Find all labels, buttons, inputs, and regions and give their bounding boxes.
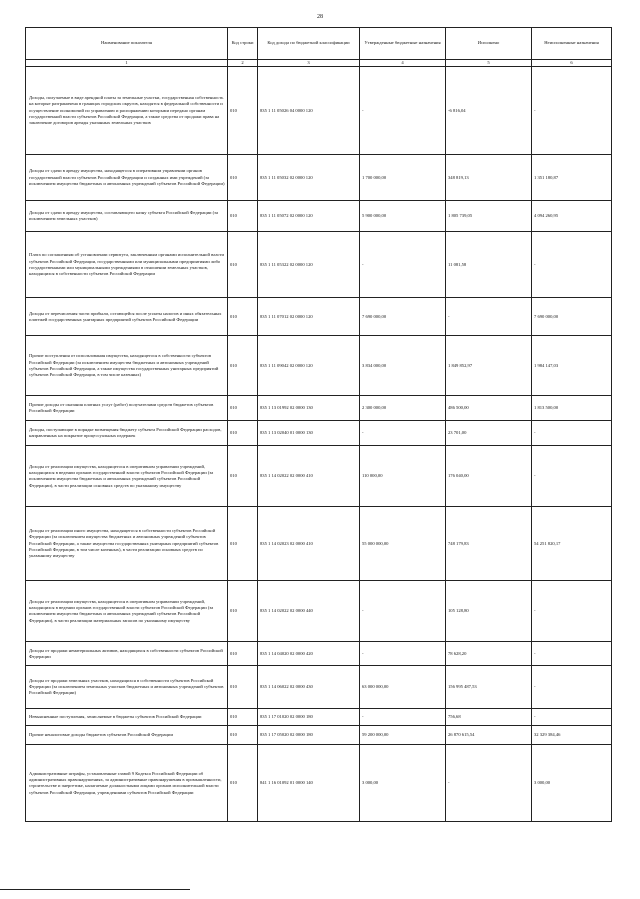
table-row xyxy=(26,581,612,642)
executed-value: 748 179,83 xyxy=(446,507,532,581)
approved-value: 1 700 000,00 xyxy=(360,155,446,201)
indicator-name: Прочие неналоговые доходы бюджетов субъектов Российской Федерации xyxy=(26,726,228,745)
indicator-name: Доходы от реализации имущества, находящегося в оперативном управлении учреждений, находящихся в ведении органов государственной власти субъектов Российской Федерации (за исключением имущества бюджетных и автономных учреждений субъектов Российской Федерации), в части реализации материальных запасов по указанному имуществу xyxy=(26,581,228,642)
approved-value: 3 834 000,00 xyxy=(360,336,446,396)
header-approved: Утвержденные бюджетные назначения xyxy=(360,28,446,60)
approved-value: - xyxy=(360,67,446,155)
table-row xyxy=(26,201,612,232)
executed-value: 176 040,00 xyxy=(446,446,532,507)
budget-code: 835 1 11 05322 02 0000 120 xyxy=(258,232,360,298)
table-row xyxy=(26,666,612,709)
table-row xyxy=(26,232,612,298)
approved-value: 59 200 000,00 xyxy=(360,726,446,745)
header-name: Наименование показателя xyxy=(26,28,228,60)
header-row xyxy=(26,28,612,60)
executed-value: 23 701,00 xyxy=(446,421,532,446)
approved-value: - xyxy=(360,709,446,726)
indicator-name: Доходы от сдачи в аренду имущества, составляющего казну субъекта Российской Федерации (за исключением земельных участков) xyxy=(26,201,228,232)
executed-value: - xyxy=(446,298,532,336)
column-number: 5 xyxy=(446,60,532,67)
budget-code: 835 1 17 05020 02 0000 180 xyxy=(258,726,360,745)
indicator-name: Прочие доходы от оказания платных услуг (работ) получателями средств бюджетов субъектов Российской Федерации xyxy=(26,396,228,421)
unexecuted-value: - xyxy=(532,709,612,726)
table-row xyxy=(26,507,612,581)
unexecuted-value: - xyxy=(532,581,612,642)
budget-code: 835 1 13 01992 02 0000 130 xyxy=(258,396,360,421)
unexecuted-value: - xyxy=(532,642,612,666)
table-row xyxy=(26,336,612,396)
header-executed: Исполнено xyxy=(446,28,532,60)
indicator-name: Плата по соглашениям об установлении сервитута, заключенным органами исполнительной власти субъектов Российской Федерации, государственными или муниципальными предприятиями либо государственными или муниципальными учреждениями в отношении земельных участков, находящихся в собственности субъектов Российской Федерации xyxy=(26,232,228,298)
row-code: 010 xyxy=(228,67,258,155)
executed-value: 348 819,13 xyxy=(446,155,532,201)
row-code: 010 xyxy=(228,396,258,421)
approved-value: 2 300 000,00 xyxy=(360,396,446,421)
unexecuted-value: 54 251 820,17 xyxy=(532,507,612,581)
executed-value: 756,68 xyxy=(446,709,532,726)
indicator-name: Доходы от реализации имущества, находящегося в оперативном управлении учреждений, находящихся в ведении органов государственной власти субъектов Российской Федерации (за исключением имущества бюджетных и автономных учреждений субъектов Российской Федерации), в части реализации основных средств по указанному имуществу xyxy=(26,446,228,507)
executed-value: 1 805 739,05 xyxy=(446,201,532,232)
approved-value: 5 900 000,00 xyxy=(360,201,446,232)
budget-code: 835 1 14 04020 02 0000 420 xyxy=(258,642,360,666)
executed-value: -6 816,04 xyxy=(446,67,532,155)
unexecuted-value: 7 690 000,00 xyxy=(532,298,612,336)
budget-code: 835 1 14 06022 02 0000 430 xyxy=(258,666,360,709)
row-code: 010 xyxy=(228,201,258,232)
approved-value: 55 000 000,00 xyxy=(360,507,446,581)
indicator-name: Доходы, получаемые в виде арендной платы за земельные участки, государственная собственность на которые разграничена в границах городских округов, находятся в федеральной собственности и осуществление полномочий по управлению и распоряжению которыми передано органам государственной власти субъектов Российской Федерации, а также средства от продажи права на заключение договоров аренды указанных земельных участков xyxy=(26,67,228,155)
column-number: 2 xyxy=(228,60,258,67)
header-unexecuted: Неисполненные назначения xyxy=(532,28,612,60)
unexecuted-value: - xyxy=(532,446,612,507)
table-row xyxy=(26,298,612,336)
indicator-name: Невыясненные поступления, зачисляемые в бюджеты субъектов Российской Федерации xyxy=(26,709,228,726)
unexecuted-value: 1 984 147,03 xyxy=(532,336,612,396)
row-code: 010 xyxy=(228,446,258,507)
executed-value: 105 128,80 xyxy=(446,581,532,642)
executed-value: 486 500,00 xyxy=(446,396,532,421)
approved-value: 3 000,00 xyxy=(360,745,446,822)
unexecuted-value: - xyxy=(532,232,612,298)
row-code: 010 xyxy=(228,336,258,396)
row-code: 010 xyxy=(228,507,258,581)
column-number: 4 xyxy=(360,60,446,67)
header-kbk: Код дохода по бюджетной классификации xyxy=(258,28,360,60)
indicator-name: Доходы от сдачи в аренду имущества, находящегося в оперативном управлении органов государственной власти субъектов Российской Федерации и созданных ими учреждений (за исключением имущества бюджетных и автономных учреждений субъектов Российской Федерации) xyxy=(26,155,228,201)
column-number: 1 xyxy=(26,60,228,67)
row-code: 010 xyxy=(228,298,258,336)
table-row xyxy=(26,642,612,666)
budget-code: 835 1 11 05072 02 0000 120 xyxy=(258,201,360,232)
footnote-divider xyxy=(0,889,190,890)
budget-code: 835 1 13 02040 01 0000 130 xyxy=(258,421,360,446)
unexecuted-value: 3 000,00 xyxy=(532,745,612,822)
table-row xyxy=(26,446,612,507)
approved-value: - xyxy=(360,581,446,642)
executed-value: 78 628,20 xyxy=(446,642,532,666)
approved-value: 63 000 000,00 xyxy=(360,666,446,709)
unexecuted-value: 1 813 500,00 xyxy=(532,396,612,421)
executed-value: - xyxy=(446,745,532,822)
indicator-name: Административные штрафы, установленные главой 9 Кодекса Российской Федерации об административных правонарушениях, за административные правонарушения в промышленности, строительстве и энергетике, налагаемые должностными лицами органов исполнительной власти субъектов Российской Федерации, учреждениями субъектов Российской Федерации xyxy=(26,745,228,822)
unexecuted-value: - xyxy=(532,421,612,446)
approved-value: - xyxy=(360,232,446,298)
executed-value: 26 870 615,54 xyxy=(446,726,532,745)
budget-code: 835 1 17 01020 02 0000 180 xyxy=(258,709,360,726)
column-number: 3 xyxy=(258,60,360,67)
indicator-name: Доходы, поступающие в порядке возмещения бюджету субъекта Российской Федерации расходов, направленных на покрытие процессуальных издержек xyxy=(26,421,228,446)
approved-value: 7 690 000,00 xyxy=(360,298,446,336)
budget-code: 835 1 11 05032 02 0000 120 xyxy=(258,155,360,201)
approved-value: - xyxy=(360,421,446,446)
row-code: 010 xyxy=(228,155,258,201)
page-number: 28 xyxy=(317,14,323,20)
budget-code: 835 1 11 05026 04 0000 120 xyxy=(258,67,360,155)
row-code: 010 xyxy=(228,421,258,446)
unexecuted-value: - xyxy=(532,666,612,709)
executed-value: 11 081,58 xyxy=(446,232,532,298)
budget-code: 835 1 14 02023 02 0000 410 xyxy=(258,507,360,581)
unexecuted-value: 4 094 260,95 xyxy=(532,201,612,232)
budget-code: 835 1 14 02022 02 0000 440 xyxy=(258,581,360,642)
table-row xyxy=(26,726,612,745)
executed-value: 156 995 487,53 xyxy=(446,666,532,709)
table-row xyxy=(26,155,612,201)
header-code: Код строки xyxy=(228,28,258,60)
table-row xyxy=(26,67,612,155)
revenue-table xyxy=(25,27,612,822)
executed-value: 1 849 852,97 xyxy=(446,336,532,396)
budget-code: 835 1 14 02022 02 0000 410 xyxy=(258,446,360,507)
unexecuted-value: 1 351 180,87 xyxy=(532,155,612,201)
row-code: 010 xyxy=(228,726,258,745)
row-code: 010 xyxy=(228,745,258,822)
unexecuted-value: 32 329 384,46 xyxy=(532,726,612,745)
column-number: 6 xyxy=(532,60,612,67)
table-row xyxy=(26,709,612,726)
approved-value: - xyxy=(360,642,446,666)
row-code: 010 xyxy=(228,581,258,642)
row-code: 010 xyxy=(228,666,258,709)
table-row xyxy=(26,421,612,446)
column-number-row xyxy=(26,60,612,67)
indicator-name: Доходы от продажи нематериальных активов, находящихся в собственности субъектов Российской Федерации xyxy=(26,642,228,666)
budget-code: 835 1 11 09042 02 0000 120 xyxy=(258,336,360,396)
approved-value: 110 000,00 xyxy=(360,446,446,507)
budget-code: 841 1 16 01092 01 0000 140 xyxy=(258,745,360,822)
row-code: 010 xyxy=(228,232,258,298)
indicator-name: Прочие поступления от использования имущества, находящегося в собственности субъектов Российской Федерации (за исключением имущества бюджетных и автономных учреждений субъектов Российской Федерации, а также имущества государственных унитарных предприятий субъектов Российской Федерации, в том числе казенных) xyxy=(26,336,228,396)
row-code: 010 xyxy=(228,709,258,726)
unexecuted-value: - xyxy=(532,67,612,155)
budget-code: 835 1 11 07012 02 0000 120 xyxy=(258,298,360,336)
table-row xyxy=(26,745,612,822)
row-code: 010 xyxy=(228,642,258,666)
indicator-name: Доходы от перечисления части прибыли, остающейся после уплаты налогов и иных обязательных платежей государственных унитарных предприятий субъектов Российской Федерации xyxy=(26,298,228,336)
indicator-name: Доходы от реализации иного имущества, находящегося в собственности субъектов Российской Федерации (за исключением имущества бюджетных и автономных учреждений субъектов Российской Федерации, а также имущества государственных унитарных предприятий субъектов Российской Федерации, в том числе казенных), в части реализации основных средств по указанному имуществу xyxy=(26,507,228,581)
table-row xyxy=(26,396,612,421)
indicator-name: Доходы от продажи земельных участков, находящихся в собственности субъектов Российской Федерации (за исключением земельных участков бюджетных и автономных учреждений субъектов Российской Федерации) xyxy=(26,666,228,709)
